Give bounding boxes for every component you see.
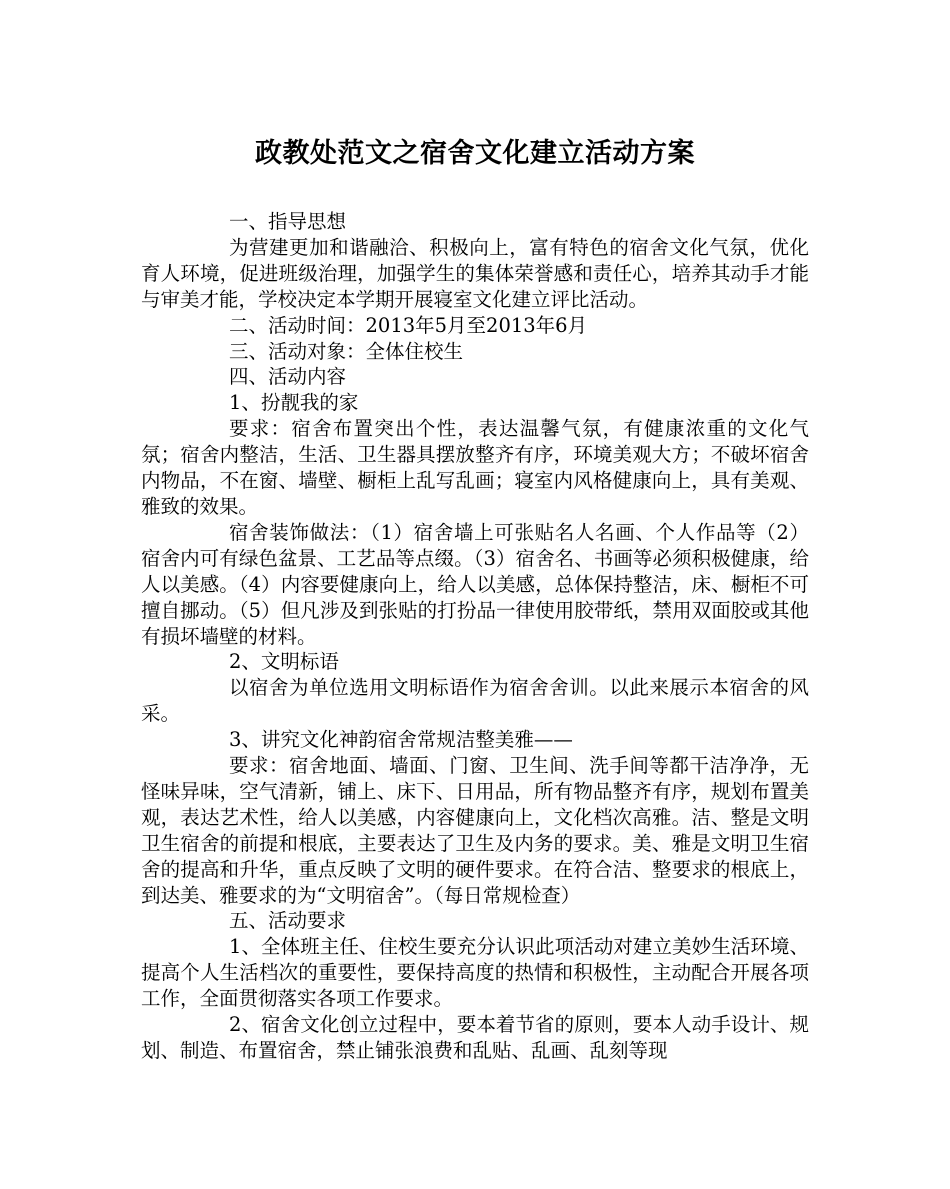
subheading-civilized-slogan: 2、文明标语 xyxy=(229,650,339,674)
subheading-culture-routine: 3、讲究文化神韵宿舍常规洁整美雅—— xyxy=(229,728,573,752)
paragraph-requirement-1: 1、全体班主任、住校生要充分认识此项活动对建立美妙生活环境、提高个人生活档次的重要性，要保持高度的热情和积极性，主动配合开展各项工作，全面贯彻落实各项工作要求。 xyxy=(141,935,809,1011)
document-body xyxy=(141,209,809,1064)
subheading-decorate-home: 1、扮靓我的家 xyxy=(229,391,359,415)
paragraph-decoration-methods: 宿舍装饰做法：（1）宿舍墙上可张贴名人名画、个人作品等（2）宿舍内可有绿色盆景、工艺品等点缀。（3）宿舍名、书画等必须积极健康，给人以美感。（4）内容要健康向上，给人以美感，总体保持整洁，床、橱柜不可擅自挪动。（5）但凡涉及到张贴的打扮品一律使用胶带纸，禁用双面胶或其他有损坏墙壁的材料。 xyxy=(141,520,809,648)
section-activity-time: 二、活动时间：2013年5月至2013年6月 xyxy=(229,313,588,337)
section-activity-target: 三、活动对象：全体住校生 xyxy=(229,339,464,363)
paragraph-decorate-requirements: 要求：宿舍布置突出个性，表达温馨气氛，有健康浓重的文化气氛；宿舍内整洁，生活、卫生器具摆放整齐有序，环境美观大方；不破坏宿舍内物品，不在窗、墙壁、橱柜上乱写乱画；寝室内风格健康向上，具有美观、雅致的效果。 xyxy=(141,417,809,518)
section-heading-activity-requirements: 五、活动要求 xyxy=(229,909,347,933)
paragraph-requirement-2: 2、宿舍文化创立过程中，要本着节省的原则，要本人动手设计、规划、制造、布置宿舍，禁止铺张浪费和乱贴、乱画、乱刻等现 xyxy=(141,1013,809,1062)
paragraph-civilized-slogan: 以宿舍为单位选用文明标语作为宿舍舍训。以此来展示本宿舍的风采。 xyxy=(141,676,809,726)
paragraph-guiding-ideology: 为营建更加和谐融洽、积极向上，富有特色的宿舍文化气氛，优化育人环境，促进班级治理，加强学生的集体荣誉感和责任心，培养其动手才能与审美才能，学校决定本学期开展寝室文化建立评比活动。 xyxy=(141,235,809,311)
paragraph-culture-requirements: 要求：宿舍地面、墙面、门窗、卫生间、洗手间等都干洁净净，无怪味异味，空气清新，铺上、床下、日用品，所有物品整齐有序，规划布置美观，表达艺术性，给人以美感，内容健康向上，文化档次高雅。洁、整是文明卫生宿舍的前提和根底，主要表达了卫生及内务的要求。美、雅是文明卫生宿舍的提高和升华，重点反映了文明的硬件要求。在符合洁、整要求的根底上，到达美、雅要求的为“文明宿舍”。（每日常规检查） xyxy=(141,754,809,907)
document-title: 政教处范文之宿舍文化建立活动方案 xyxy=(255,138,695,169)
section-heading-activity-content: 四、活动内容 xyxy=(229,365,347,389)
section-heading-guiding-ideology: 一、指导思想 xyxy=(229,210,347,233)
